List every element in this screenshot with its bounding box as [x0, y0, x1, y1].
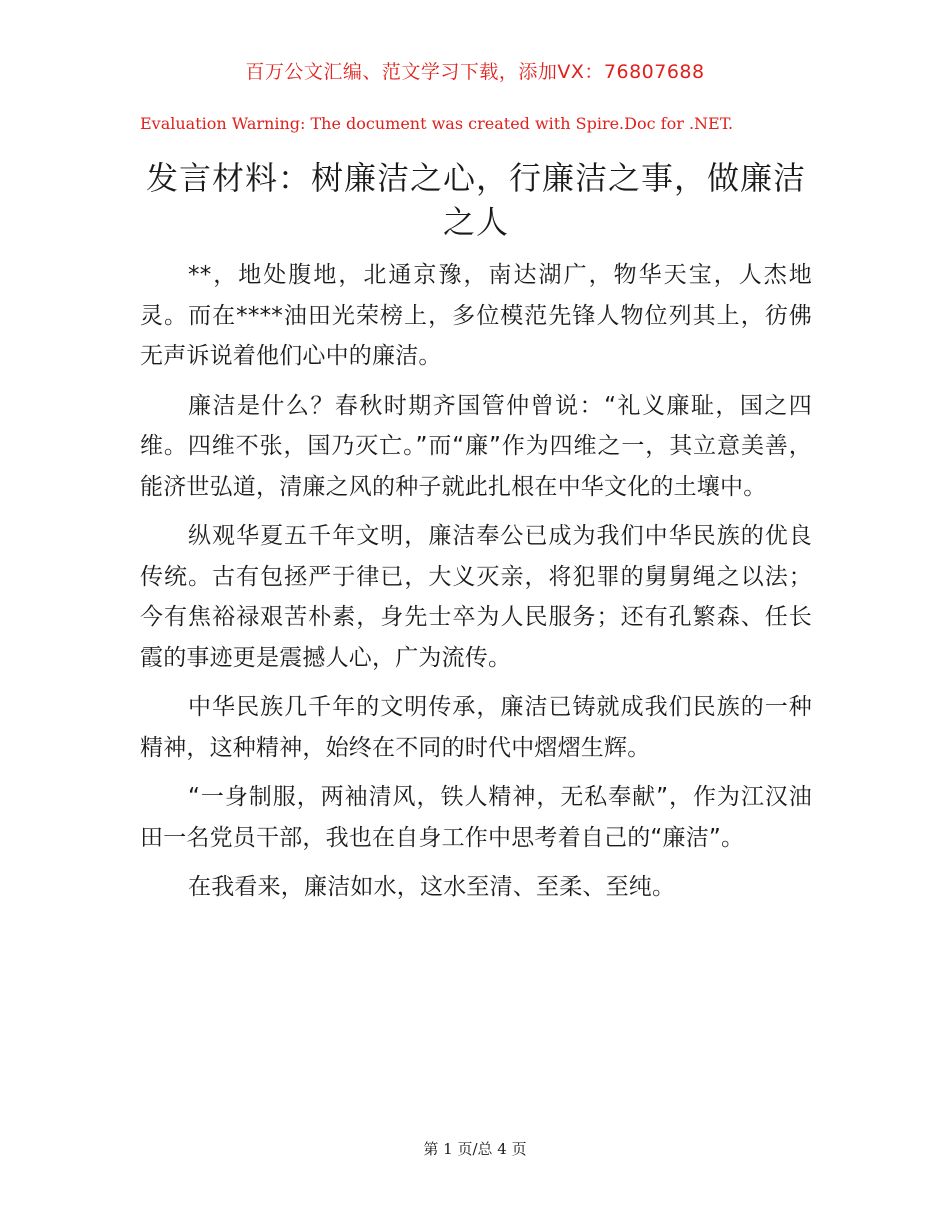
document-body — [140, 255, 812, 917]
paragraph-1: **，地处腹地，北通京豫，南达湖广，物华天宝，人杰地灵。而在****油田光荣榜上，多位模范先锋人物位列其上，彷佛无声诉说着他们心中的廉洁。 — [140, 262, 812, 369]
paragraph-4: 中华民族几千年的文明传承，廉洁已铸就成我们民族的一种精神，这种精神，始终在不同的时代中熠熠生辉。 — [140, 694, 812, 761]
evaluation-warning: Evaluation Warning: The document was created with Spire.Doc for .NET. — [140, 114, 734, 133]
document-title: 发言材料：树廉洁之心，行廉洁之事，做廉洁之人 — [145, 159, 806, 241]
paragraph-6: 在我看来，廉洁如水，这水至清、至柔、至纯。 — [188, 874, 676, 900]
paragraph-3: 纵观华夏五千年文明，廉洁奉公已成为我们中华民族的优良传统。古有包拯严于律已，大义灭亲，将犯罪的舅舅绳之以法；今有焦裕禄艰苦朴素，身先士卒为人民服务；还有孔繁森、任长霞的事迹更是震撼人心，广为流传。 — [140, 523, 812, 671]
paragraph-2: 廉洁是什么？春秋时期齐国管仲曾说：“礼义廉耻，国之四维。四维不张，国乃灭亡。”而“廉”作为四维之一，其立意美善，能济世弘道，清廉之风的种子就此扎根在中华文化的土壤中。 — [140, 392, 812, 500]
paragraph-5: “一身制服，两袖清风，铁人精神，无私奉献”，作为江汉油田一名党员干部，我也在自身工作中思考着自己的“廉洁”。 — [140, 784, 812, 851]
page-number-footer: 第 1 页/总 4 页 — [423, 1140, 527, 1158]
header-banner: 百万公文汇编、范文学习下载，添加VX：76807688 — [245, 61, 705, 83]
